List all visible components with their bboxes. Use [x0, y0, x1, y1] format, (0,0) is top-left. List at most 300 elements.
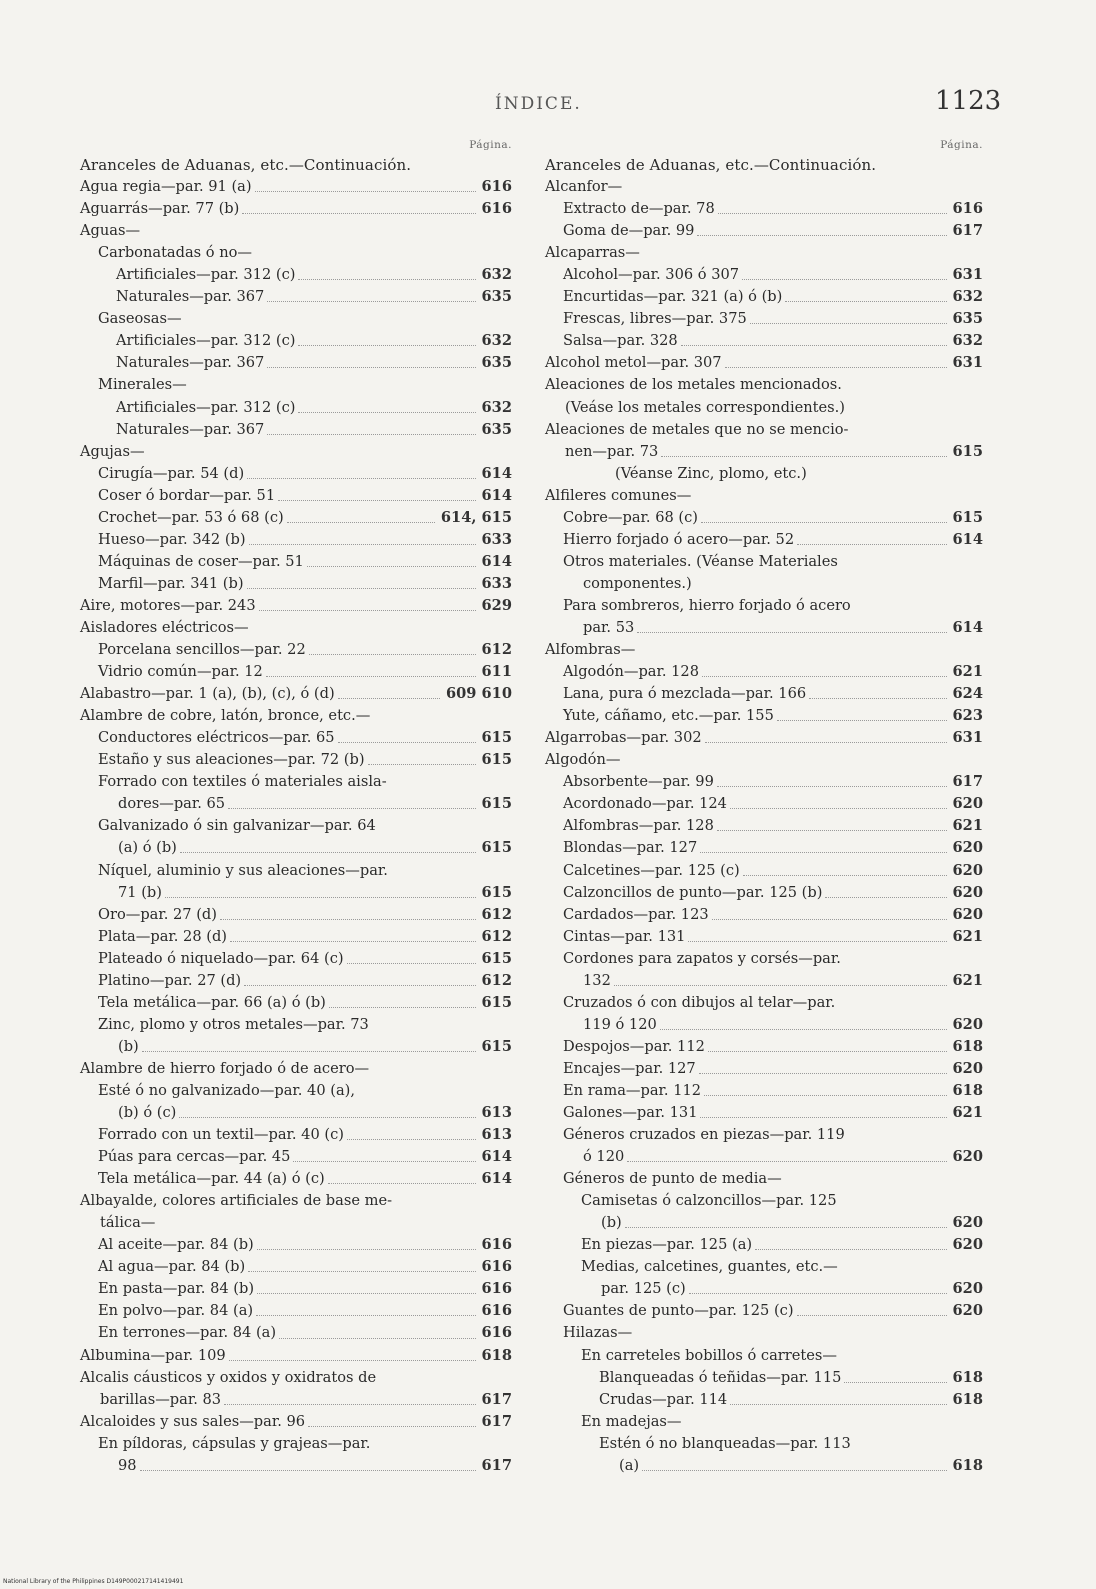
entry-text: Agua regia—par. 91 (a): [80, 178, 252, 196]
dot-leader: [257, 1292, 476, 1294]
index-entry: [80, 242, 512, 264]
index-entry: [80, 1300, 512, 1322]
entry-text: Zinc, plomo y otros metales—par. 73: [98, 1015, 369, 1033]
dot-leader: [180, 851, 476, 853]
index-entry: [80, 617, 512, 639]
dot-leader: [797, 543, 946, 545]
page-reference: 615: [481, 993, 512, 1011]
entry-text: Naturales—par. 367: [116, 420, 265, 438]
entry-text: Cobre—par. 68 (c): [563, 508, 698, 526]
entry-text: (b) ó (c): [118, 1104, 177, 1122]
entry-text: Níquel, aluminio y sus aleaciones—par.: [98, 861, 388, 879]
entry-text: Cintas—par. 131: [563, 927, 686, 945]
page-reference: 618: [952, 1456, 983, 1474]
entry-text: Alfombras—par. 128: [563, 817, 714, 835]
entry-text: Artificiales—par. 312 (c): [116, 332, 296, 350]
page-reference: 613: [481, 1104, 512, 1122]
entry-text: Cruzados ó con dibujos al telar—par.: [563, 993, 836, 1011]
page-reference: 617: [481, 1390, 512, 1408]
dot-leader: [165, 896, 476, 898]
entry-text: Encajes—par. 127: [563, 1059, 696, 1077]
entry-text: En madejas—: [581, 1412, 682, 1430]
entry-text: Aleaciones de los metales mencionados.: [545, 376, 842, 394]
index-entry: [545, 1234, 983, 1256]
dot-leader: [247, 587, 476, 589]
entry-text: (b): [118, 1037, 139, 1055]
entry-text: Géneros de punto de media—: [563, 1170, 782, 1188]
index-entry: [80, 419, 512, 441]
entry-text: Máquinas de coser—par. 51: [98, 552, 304, 570]
entry-text: Cirugía—par. 54 (d): [98, 464, 245, 482]
page-reference: 633: [481, 574, 512, 592]
index-entry: [80, 661, 512, 683]
index-column-left: [80, 136, 512, 1477]
page-reference: 621: [952, 927, 983, 945]
entry-text: Coser ó bordar—par. 51: [98, 486, 276, 504]
dot-leader: [249, 543, 476, 545]
dot-leader: [309, 653, 476, 655]
page-reference: 635: [481, 288, 512, 306]
entry-text: Lana, pura ó mezclada—par. 166: [563, 685, 807, 703]
dot-leader: [257, 1248, 476, 1250]
page-reference: 611: [481, 663, 512, 681]
index-entry: [80, 948, 512, 970]
page-reference: 618: [952, 1037, 983, 1055]
dot-leader: [689, 1292, 947, 1294]
page-reference: 620: [952, 1236, 983, 1254]
index-entry: [545, 264, 983, 286]
index-entry: [545, 1300, 983, 1322]
index-entry: [545, 1190, 983, 1234]
index-entry: [80, 1322, 512, 1344]
page-reference: 632: [481, 332, 512, 350]
index-entry: [80, 749, 512, 771]
dot-leader: [661, 455, 946, 457]
entry-text: En píldoras, cápsulas y grajeas—par.: [98, 1434, 371, 1452]
index-entry: [80, 1080, 512, 1124]
entry-text: Forrado con un textil—par. 40 (c): [98, 1126, 344, 1144]
index-entry: [545, 1080, 983, 1102]
entry-text: Cardados—par. 123: [563, 905, 709, 923]
entry-text: Esté ó no galvanizado—par. 40 (a),: [98, 1081, 355, 1099]
entry-text: (Véanse Zinc, plomo, etc.): [615, 464, 807, 482]
index-entry: [545, 1168, 983, 1190]
dot-leader: [293, 1160, 475, 1162]
index-entry: [545, 176, 983, 198]
dot-leader: [717, 785, 947, 787]
dot-leader: [704, 1094, 946, 1096]
index-entry: [80, 507, 512, 529]
dot-leader: [179, 1116, 475, 1118]
entry-text: (a) ó (b): [118, 839, 177, 857]
entry-text: Platino—par. 27 (d): [98, 971, 242, 989]
page-reference: 616: [481, 178, 512, 196]
entry-text: En carreteles bobillos ó carretes—: [581, 1346, 837, 1364]
dot-leader: [328, 1182, 476, 1184]
entry-text: Púas para cercas—par. 45: [98, 1148, 291, 1166]
dot-leader: [256, 1314, 475, 1316]
index-entry: [545, 771, 983, 793]
dot-leader: [244, 984, 475, 986]
page-reference: 616: [481, 1280, 512, 1298]
entry-text: Gaseosas—: [98, 310, 182, 328]
index-entry: [545, 793, 983, 815]
index-entry: [80, 1124, 512, 1146]
index-entry: [80, 1168, 512, 1190]
entry-text: Estaño y sus aleaciones—par. 72 (b): [98, 751, 365, 769]
page-reference: 632: [481, 398, 512, 416]
dot-leader: [777, 719, 947, 721]
entry-text: Plateado ó niquelado—par. 64 (c): [98, 949, 344, 967]
page-reference: 621: [952, 817, 983, 835]
page-reference: 616: [481, 200, 512, 218]
page-reference: 620: [952, 839, 983, 857]
page-reference: 635: [952, 310, 983, 328]
index-entry: [80, 308, 512, 330]
page-reference: 633: [481, 530, 512, 548]
page-reference: 617: [481, 1412, 512, 1430]
page-reference: 621: [952, 663, 983, 681]
page-reference: 618: [952, 1390, 983, 1408]
index-entry: [545, 749, 983, 771]
entry-text: Naturales—par. 367: [116, 288, 265, 306]
page-reference: 614, 615: [440, 508, 512, 526]
entry-text: Hierro forjado ó acero—par. 52: [563, 530, 795, 548]
page-reference: 615: [481, 795, 512, 813]
dot-leader: [717, 829, 947, 831]
index-entry: [80, 1411, 512, 1433]
index-entry: [80, 1014, 512, 1058]
dot-leader: [329, 1006, 476, 1008]
page-reference: 632: [481, 266, 512, 284]
index-entry: [545, 860, 983, 882]
page-reference: 620: [952, 905, 983, 923]
dot-leader: [702, 675, 947, 677]
entry-text: (Veáse los metales correspondientes.): [565, 398, 845, 416]
index-entry: [80, 926, 512, 948]
entry-text: Galvanizado ó sin galvanizar—par. 64: [98, 817, 376, 835]
index-entry: [545, 1102, 983, 1124]
page-reference: 612: [481, 641, 512, 659]
entry-text: Absorbente—par. 99: [563, 773, 714, 791]
dot-leader: [688, 940, 946, 942]
entry-text: Conductores eléctricos—par. 65: [98, 729, 335, 747]
index-entry: [545, 419, 983, 485]
entry-text: Alabastro—par. 1 (a), (b), (c), ó (d): [80, 685, 335, 703]
index-entry: [545, 551, 983, 595]
index-entry: [80, 198, 512, 220]
entry-text: Calzoncillos de punto—par. 125 (b): [563, 883, 823, 901]
page-reference: 616: [481, 1258, 512, 1276]
entry-text: 132: [583, 971, 611, 989]
page-reference: 632: [952, 288, 983, 306]
index-entry: [80, 683, 512, 705]
entry-text: Crudas—par. 114: [599, 1390, 728, 1408]
page-reference: 620: [952, 883, 983, 901]
page-reference: 614: [481, 464, 512, 482]
index-entry: [80, 771, 512, 815]
entry-text: Blanqueadas ó teñidas—par. 115: [599, 1368, 842, 1386]
entry-text: Forrado con textiles ó materiales aisla-: [98, 773, 387, 791]
entry-text: Encurtidas—par. 321 (a) ó (b): [563, 288, 783, 306]
index-entry: [545, 330, 983, 352]
index-entry: [545, 948, 983, 992]
dot-leader: [697, 234, 946, 236]
index-column-right: [545, 136, 983, 1477]
dot-leader: [298, 411, 475, 413]
dot-leader: [699, 1072, 947, 1074]
dot-leader: [242, 212, 475, 214]
dot-leader: [266, 675, 476, 677]
page-reference: 620: [952, 1148, 983, 1166]
index-entry: [80, 485, 512, 507]
page-reference: 614: [481, 1148, 512, 1166]
dot-leader: [785, 300, 946, 302]
dot-leader: [338, 741, 476, 743]
dot-leader: [725, 366, 947, 368]
dot-leader: [230, 940, 476, 942]
entry-text: par. 125 (c): [601, 1280, 686, 1298]
index-entry: [80, 330, 512, 352]
index-entry: [80, 1345, 512, 1367]
index-entry: [545, 529, 983, 551]
dot-leader: [338, 697, 440, 699]
index-entry: [80, 529, 512, 551]
index-entry: [80, 727, 512, 749]
page-reference: 620: [952, 1302, 983, 1320]
dot-leader: [298, 278, 475, 280]
dot-leader: [255, 190, 476, 192]
dot-leader: [730, 807, 947, 809]
page-reference: 618: [952, 1368, 983, 1386]
entry-list: [545, 176, 983, 1477]
page-reference: 614: [952, 530, 983, 548]
dot-leader: [347, 962, 476, 964]
entry-text: Crochet—par. 53 ó 68 (c): [98, 508, 284, 526]
index-entry: [545, 1411, 983, 1433]
entry-text: Carbonatadas ó no—: [98, 244, 253, 262]
index-entry: [545, 242, 983, 264]
dot-leader: [278, 499, 475, 501]
page-reference: 616: [481, 1302, 512, 1320]
page-reference: 620: [952, 1280, 983, 1298]
index-entry: [545, 1256, 983, 1300]
page-reference: 616: [952, 200, 983, 218]
dot-leader: [742, 278, 946, 280]
page-reference: 631: [952, 729, 983, 747]
dot-leader: [809, 697, 946, 699]
entry-text: Alfileres comunes—: [545, 486, 692, 504]
entry-text: Porcelana sencillos—par. 22: [98, 641, 306, 659]
entry-text: Alcalis cáusticos y oxidos y oxidratos de: [80, 1368, 377, 1386]
dot-leader: [730, 1403, 946, 1405]
page-reference: 616: [481, 1236, 512, 1254]
page-reference: 609 610: [445, 685, 512, 703]
dot-leader: [347, 1138, 476, 1140]
page-reference: 623: [952, 707, 983, 725]
entry-text: dores—par. 65: [118, 795, 226, 813]
page-reference: 617: [952, 222, 983, 240]
index-entry: [80, 573, 512, 595]
page-reference: 620: [952, 861, 983, 879]
index-entry: [545, 1124, 983, 1168]
index-entry: [545, 727, 983, 749]
index-entry: [80, 352, 512, 374]
entry-text: Medias, calcetines, guantes, etc.—: [581, 1258, 838, 1276]
page-reference: 612: [481, 971, 512, 989]
index-entry: [80, 860, 512, 904]
entry-text: (a): [619, 1456, 640, 1474]
entry-text: nen—par. 73: [565, 442, 659, 460]
entry-text: Alcaloides y sus sales—par. 96: [80, 1412, 306, 1430]
dot-leader: [228, 807, 475, 809]
index-entry: [80, 1278, 512, 1300]
index-entry: [80, 595, 512, 617]
index-entry: [545, 639, 983, 661]
entry-text: En piezas—par. 125 (a): [581, 1236, 753, 1254]
page-reference: 615: [481, 839, 512, 857]
dot-leader: [718, 212, 947, 214]
entry-text: Frescas, libres—par. 375: [563, 310, 747, 328]
page-reference: 615: [481, 729, 512, 747]
entry-text: Alcaparras—: [545, 244, 640, 262]
dot-leader: [708, 1050, 947, 1052]
dot-leader: [712, 918, 947, 920]
dot-leader: [287, 521, 435, 523]
dot-leader: [825, 896, 946, 898]
entry-text: Alambre de hierro forjado ó de acero—: [80, 1059, 370, 1077]
dot-leader: [279, 1337, 475, 1339]
entry-text: Al aceite—par. 84 (b): [98, 1236, 254, 1254]
index-entry: [80, 551, 512, 573]
entry-text: Camisetas ó calzoncillos—par. 125: [581, 1192, 837, 1210]
dot-leader: [750, 322, 947, 324]
entry-text: Yute, cáñamo, etc.—par. 155: [563, 707, 774, 725]
entry-text: Blondas—par. 127: [563, 839, 698, 857]
page-reference: 614: [481, 486, 512, 504]
entry-text: Vidrio común—par. 12: [98, 663, 263, 681]
index-entry: [80, 1433, 512, 1477]
dot-leader: [267, 366, 475, 368]
entry-text: Alfombras—: [545, 641, 636, 659]
index-entry: [545, 220, 983, 242]
entry-text: Tela metálica—par. 66 (a) ó (b): [98, 993, 326, 1011]
index-entry: [545, 1345, 983, 1367]
dot-leader: [701, 521, 947, 523]
running-title: ÍNDICE.: [495, 94, 582, 114]
index-entry: [545, 1389, 983, 1411]
page-reference: 629: [481, 596, 512, 614]
index-entry: [545, 308, 983, 330]
entry-text: Artificiales—par. 312 (c): [116, 398, 296, 416]
index-entry: [545, 1322, 983, 1344]
index-entry: [545, 992, 983, 1036]
page-reference: 615: [952, 442, 983, 460]
dot-leader: [755, 1248, 946, 1250]
dot-leader: [627, 1160, 946, 1162]
index-entry: [545, 286, 983, 308]
entry-text: Marfil—par. 341 (b): [98, 574, 244, 592]
dot-leader: [681, 344, 947, 346]
page-reference: 635: [481, 420, 512, 438]
entry-text: Goma de—par. 99: [563, 222, 695, 240]
entry-text: Algodón—par. 128: [563, 663, 700, 681]
pagina-label: Página.: [469, 139, 512, 151]
entry-text: barillas—par. 83: [100, 1390, 222, 1408]
page-reference: 615: [481, 883, 512, 901]
pagina-label: Página.: [940, 139, 983, 151]
index-entry: [545, 661, 983, 683]
page-reference: 618: [481, 1346, 512, 1364]
index-entry: [545, 198, 983, 220]
entry-text: Galones—par. 131: [563, 1104, 698, 1122]
dot-leader: [307, 565, 476, 567]
entry-text: Aire, motores—par. 243: [80, 596, 256, 614]
dot-leader: [247, 477, 475, 479]
entry-text: Algodón—: [545, 751, 621, 769]
index-entry: [80, 1058, 512, 1080]
index-entry: [80, 970, 512, 992]
entry-text: En terrones—par. 84 (a): [98, 1324, 277, 1342]
page-reference: 617: [481, 1456, 512, 1474]
page-reference: 624: [952, 685, 983, 703]
page-reference: 631: [952, 354, 983, 372]
entry-text: Naturales—par. 367: [116, 354, 265, 372]
index-entry: [80, 1234, 512, 1256]
page-reference: 635: [481, 354, 512, 372]
entry-text: Agujas—: [80, 442, 145, 460]
entry-text: 98: [118, 1456, 137, 1474]
entry-text: Despojos—par. 112: [563, 1037, 705, 1055]
entry-text: En pasta—par. 84 (b): [98, 1280, 255, 1298]
index-entry: [80, 1146, 512, 1168]
dot-leader: [298, 344, 475, 346]
index-entry: [545, 837, 983, 859]
entry-text: par. 53: [583, 618, 635, 636]
page-reference: 632: [952, 332, 983, 350]
index-entry: [80, 705, 512, 727]
page-reference: 614: [481, 1170, 512, 1188]
index-entry: [545, 926, 983, 948]
index-entry: [545, 815, 983, 837]
entry-text: Algarrobas—par. 302: [545, 729, 702, 747]
index-entry: [80, 1190, 512, 1234]
dot-leader: [625, 1226, 947, 1228]
entry-text: Al agua—par. 84 (b): [98, 1258, 246, 1276]
entry-text: Cordones para zapatos y corsés—par.: [563, 949, 841, 967]
page-reference: 617: [952, 773, 983, 791]
entry-text: Extracto de—par. 78: [563, 200, 715, 218]
index-entry: [545, 374, 983, 418]
entry-text: Albumina—par. 109: [80, 1346, 226, 1364]
entry-text: Aguas—: [80, 222, 141, 240]
index-entry: [80, 815, 512, 859]
index-entry: [80, 441, 512, 463]
page-reference: 621: [952, 971, 983, 989]
dot-leader: [368, 763, 476, 765]
page-reference: 621: [952, 1104, 983, 1122]
index-entry: [80, 286, 512, 308]
dot-leader: [142, 1050, 476, 1052]
page-reference: 612: [481, 927, 512, 945]
dot-leader: [700, 851, 946, 853]
entry-text: Estén ó no blanqueadas—par. 113: [599, 1434, 851, 1452]
section-heading: Aranceles de Aduanas, etc.—Continuación.: [545, 156, 877, 174]
entry-text: Artificiales—par. 312 (c): [116, 266, 296, 284]
section-heading: Aranceles de Aduanas, etc.—Continuación.: [80, 156, 412, 174]
page-reference: 620: [952, 1015, 983, 1033]
dot-leader: [844, 1381, 946, 1383]
